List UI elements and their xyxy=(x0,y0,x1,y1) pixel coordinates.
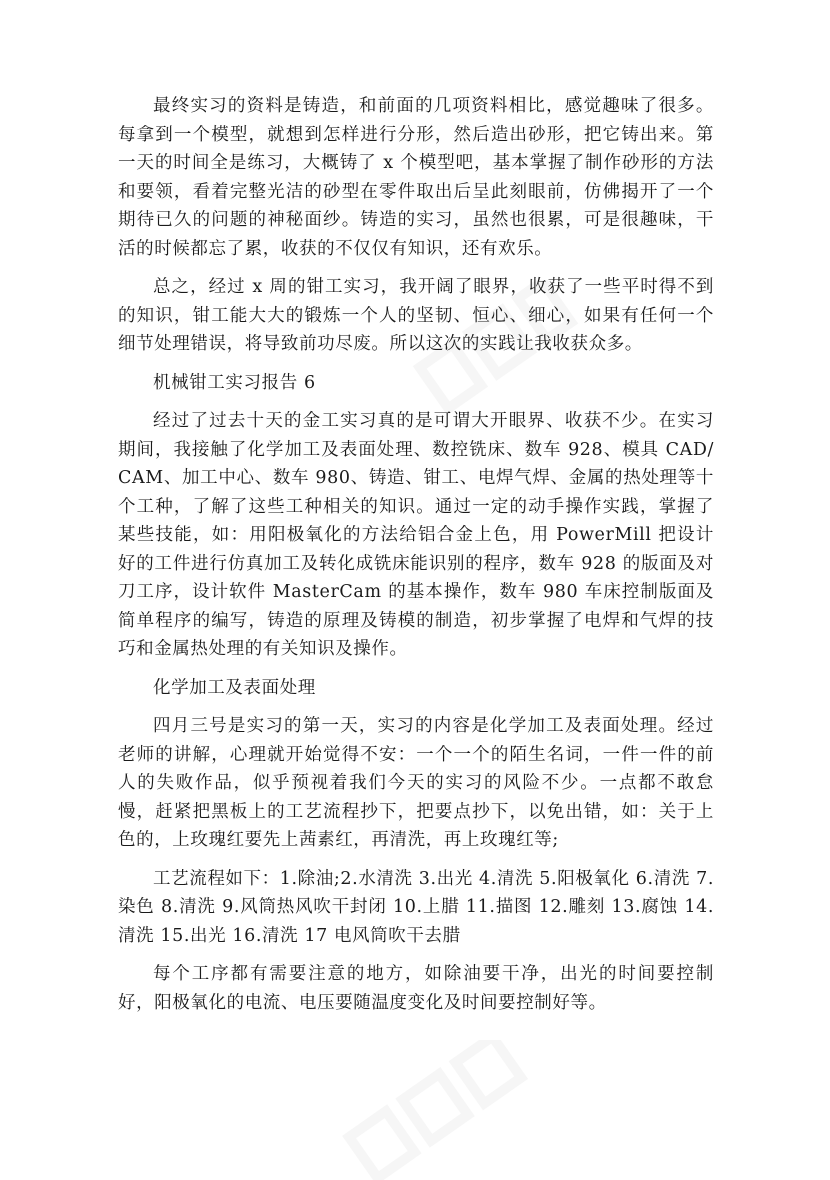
document-body xyxy=(118,92,714,1027)
paragraph-overview: 经过了过去十天的金工实习真的是可谓大开眼界、收获不少。在实习期间，我接触了化学加工及表面处理、数控铣床、数车 928、模具 CAD/CAM、加工中心、数车 980、铸造、钳工、电焊气焊、金属的热处理等十个工种，了解了这些工种相关的知识。通过一定的动手操作实践，掌握了某些技能，如：用阳极氧化的方法给铝合金上色，用 PowerMill 把设计好的工件进行仿真加工及转化成铣床能识别的程序，数车 928 的版面及对刀工序，设计软件 MasterCam 的基本操作，数车 980 车床控制版面及简单程序的编写，铸造的原理及铸模的制造，初步掌握了电焊和气焊的技巧和金属热处理的有关知识及操作。 xyxy=(118,411,714,659)
paragraph-process-flow: 工艺流程如下：1.除油;2.水清洗 3.出光 4.清洗 5.阳极氧化 6.清洗 7.染色 8.清洗 9.风筒热风吹干封闭 10.上腊 11.描图 12.雕刻 13.腐蚀 14.清洗 15.出光 16.清洗 17 电风筒吹干去腊 xyxy=(118,868,714,946)
paragraph-process-notes: 每个工序都有需要注意的地方，如除油要干净，出光的时间要控制好，阳极氧化的电流、电压要随温度变化及时间要控制好等。 xyxy=(118,964,714,1013)
paragraph-first-day: 四月三号是实习的第一天，实习的内容是化学加工及表面处理。经过老师的讲解，心理就开始觉得不安：一个一个的陌生名词，一件一件的前人的失败作品，似乎预视着我们今天的实习的风险不少。一点都不敢怠慢，赶紧把黑板上的工艺流程抄下，把要点抄下，以免出错，如：关于上色的，上玫瑰红要先上茜素红，再清洗，再上玫瑰红等; xyxy=(118,716,714,850)
paragraph-casting: 最终实习的资料是铸造，和前面的几项资料相比，感觉趣味了很多。每拿到一个模型，就想到怎样进行分形，然后造出砂形，把它铸出来。第一天的时间全是练习，大概铸了 x 个模型吧，基本掌握了制作砂形的方法和要领，看着完整光洁的砂型在零件取出后呈此刻眼前，仿佛揭开了一个期待已久的问题的神秘面纱。铸造的实习，虽然也很累，可是很趣味，干活的时候都忘了累，收获的不仅仅有知识，还有欢乐。 xyxy=(118,96,714,259)
section-title-report-6: 机械钳工实习报告 6 xyxy=(153,372,316,393)
paragraph-summary: 总之，经过 x 周的钳工实习，我开阔了眼界，收获了一些平时得不到的知识，钳工能大大的锻炼一个人的坚韧、恒心、细心，如果有任何一个细节处理错误，将导致前功尽废。所以这次的实践让我收获众多。 xyxy=(118,277,714,354)
section-title-chemical-processing: 化学加工及表面处理 xyxy=(153,677,316,698)
watermark-mark-lower xyxy=(330,1040,550,1180)
